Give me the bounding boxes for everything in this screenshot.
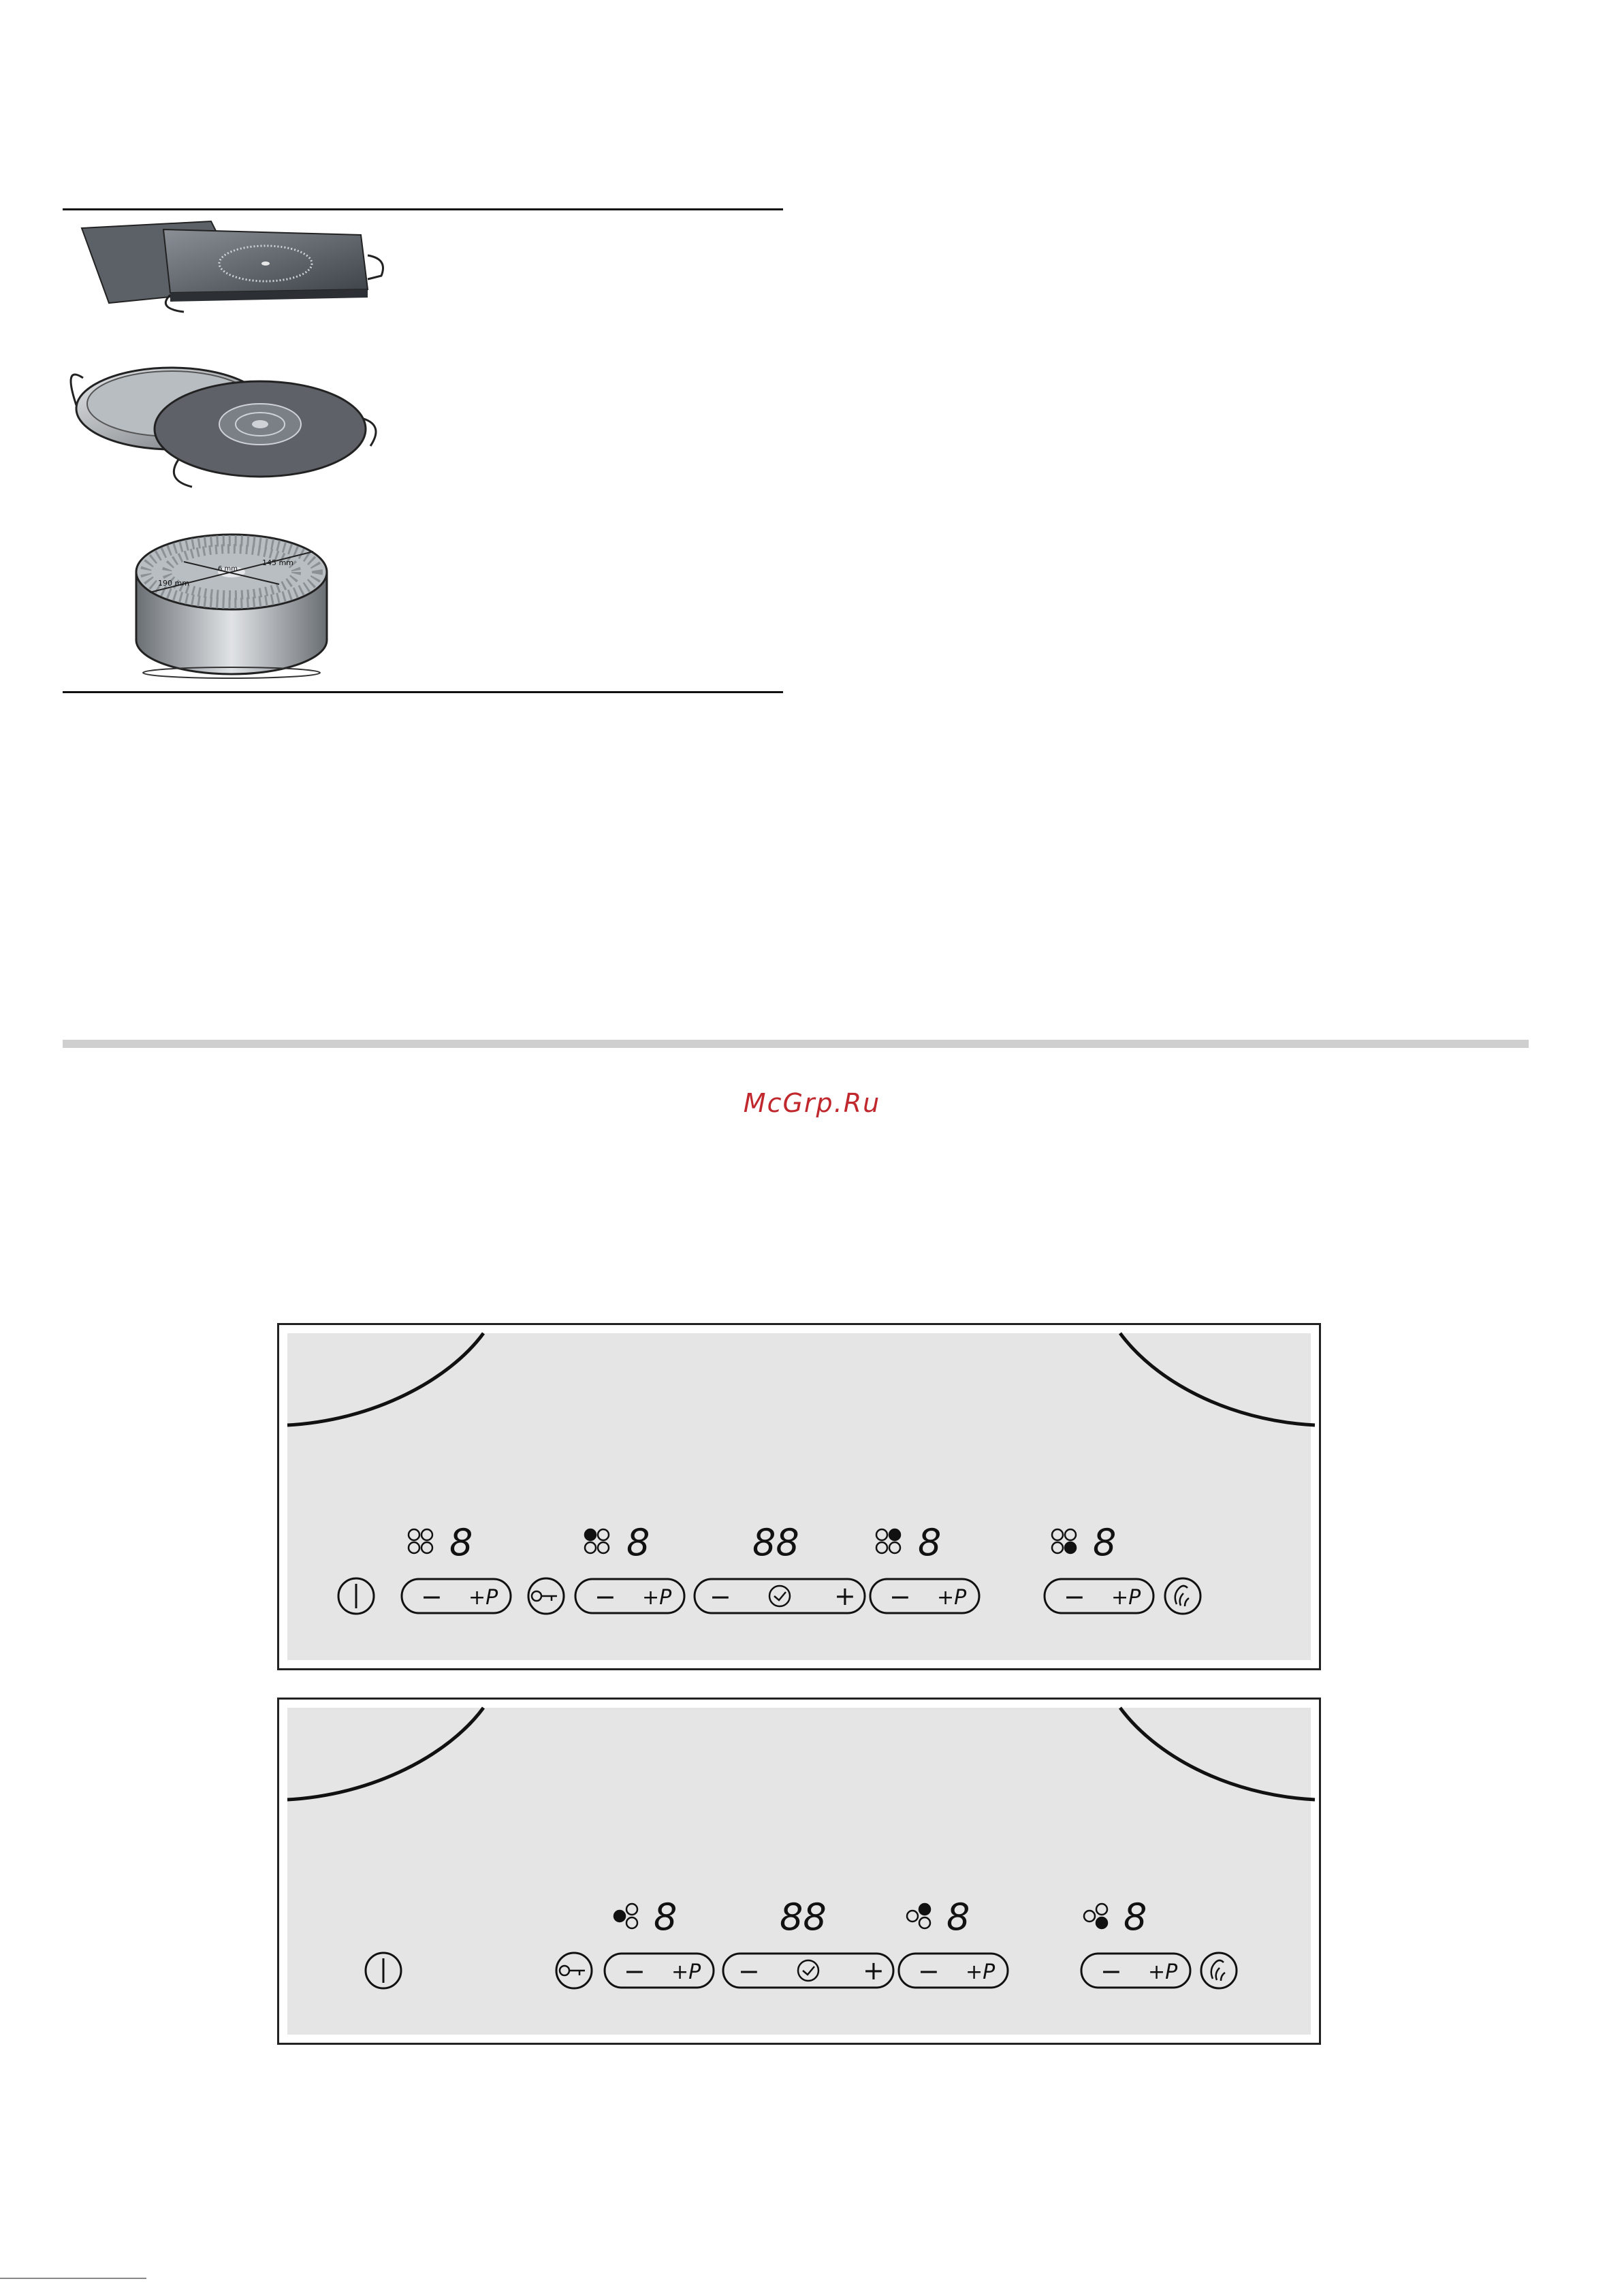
zone-display-2: 8 [946,1896,970,1939]
steamer-label-190: 190 mm [158,579,189,588]
clock-icon [798,1960,818,1981]
key-lock-icon[interactable] [528,1578,564,1614]
timer-minus-button[interactable]: − [710,1582,731,1612]
steamer-icon [123,517,347,681]
zone1-plus-p-button[interactable]: +P [468,1586,498,1610]
zone-display-1: 8 [449,1521,473,1564]
steamer-label-145: 145 mm [262,558,293,567]
zone2-control[interactable] [899,1954,1008,1988]
section-divider [63,1040,1529,1048]
power-button[interactable] [366,1953,401,1988]
timer-plus-button[interactable]: + [834,1581,856,1611]
timer-control[interactable] [723,1954,893,1988]
zone-indicator-1 [614,1904,637,1928]
key-lock-icon[interactable] [556,1953,592,1988]
steamer-label-6: 6 mm [218,565,238,573]
zone-display-3: 8 [918,1521,942,1564]
timer-minus-button[interactable]: − [738,1956,760,1986]
zone2-minus-button[interactable]: − [594,1582,616,1612]
zone-indicator-3 [1084,1904,1107,1928]
zone-display-4: 8 [1093,1521,1117,1564]
zone2-plus-p-button[interactable]: +P [642,1586,672,1610]
zone3-control[interactable] [1081,1954,1190,1988]
top-rule [63,208,783,210]
zone-arc-right [1120,1708,1315,1800]
bottom-rule [63,691,783,693]
zone2-plus-p-button[interactable]: +P [966,1960,996,1984]
control-panel-bottom [277,1698,1321,2045]
zone4-minus-button[interactable]: − [1064,1582,1085,1612]
zone-indicator-4 [1052,1529,1076,1553]
zone4-plus-p-button[interactable]: +P [1111,1586,1141,1610]
zone2-minus-button[interactable]: − [918,1956,940,1986]
zone3-plus-p-button[interactable]: +P [1148,1960,1178,1984]
wipe-protect-icon[interactable] [1201,1953,1237,1988]
timer-plus-button[interactable]: + [863,1956,885,1986]
zone3-minus-button[interactable]: − [1100,1956,1122,1986]
zone-display-1: 8 [654,1896,678,1939]
zone-indicator-3 [876,1529,900,1553]
zone-display-2: 8 [626,1521,650,1564]
timer-display: 88 [752,1521,799,1564]
clock-icon [769,1586,790,1606]
zone-indicator-2 [585,1529,609,1553]
timer-display: 88 [780,1896,827,1939]
zone4-control[interactable] [1045,1579,1153,1613]
watermark: McGrp.Ru [743,1088,881,1118]
zone1-minus-button[interactable]: − [624,1956,646,1986]
zone1-control[interactable] [605,1954,714,1988]
zone-display-3: 8 [1124,1896,1147,1939]
zone-indicator-2 [907,1904,930,1928]
zone3-minus-button[interactable]: − [889,1582,911,1612]
zone1-control[interactable] [402,1579,511,1613]
zone1-plus-p-button[interactable]: +P [671,1960,701,1984]
zone-arc-right [1120,1333,1315,1425]
timer-control[interactable] [695,1579,865,1613]
zone-arc-left [287,1333,483,1425]
panel-bottom-controls [279,1700,1323,2047]
zone3-plus-p-button[interactable]: +P [937,1586,967,1610]
wipe-protect-icon[interactable] [1165,1578,1200,1614]
panel-top-controls [279,1325,1323,1672]
zone-indicator-1 [409,1529,432,1553]
zone1-minus-button[interactable]: − [421,1582,443,1612]
zone2-control[interactable] [575,1579,684,1613]
wok-pan-icon [63,344,389,494]
zone-arc-left [287,1708,483,1800]
zone3-control[interactable] [870,1579,979,1613]
power-button[interactable] [338,1578,374,1614]
control-panel-top [277,1323,1321,1670]
footer-mark [0,2278,146,2279]
grill-plate-icon [68,214,395,323]
